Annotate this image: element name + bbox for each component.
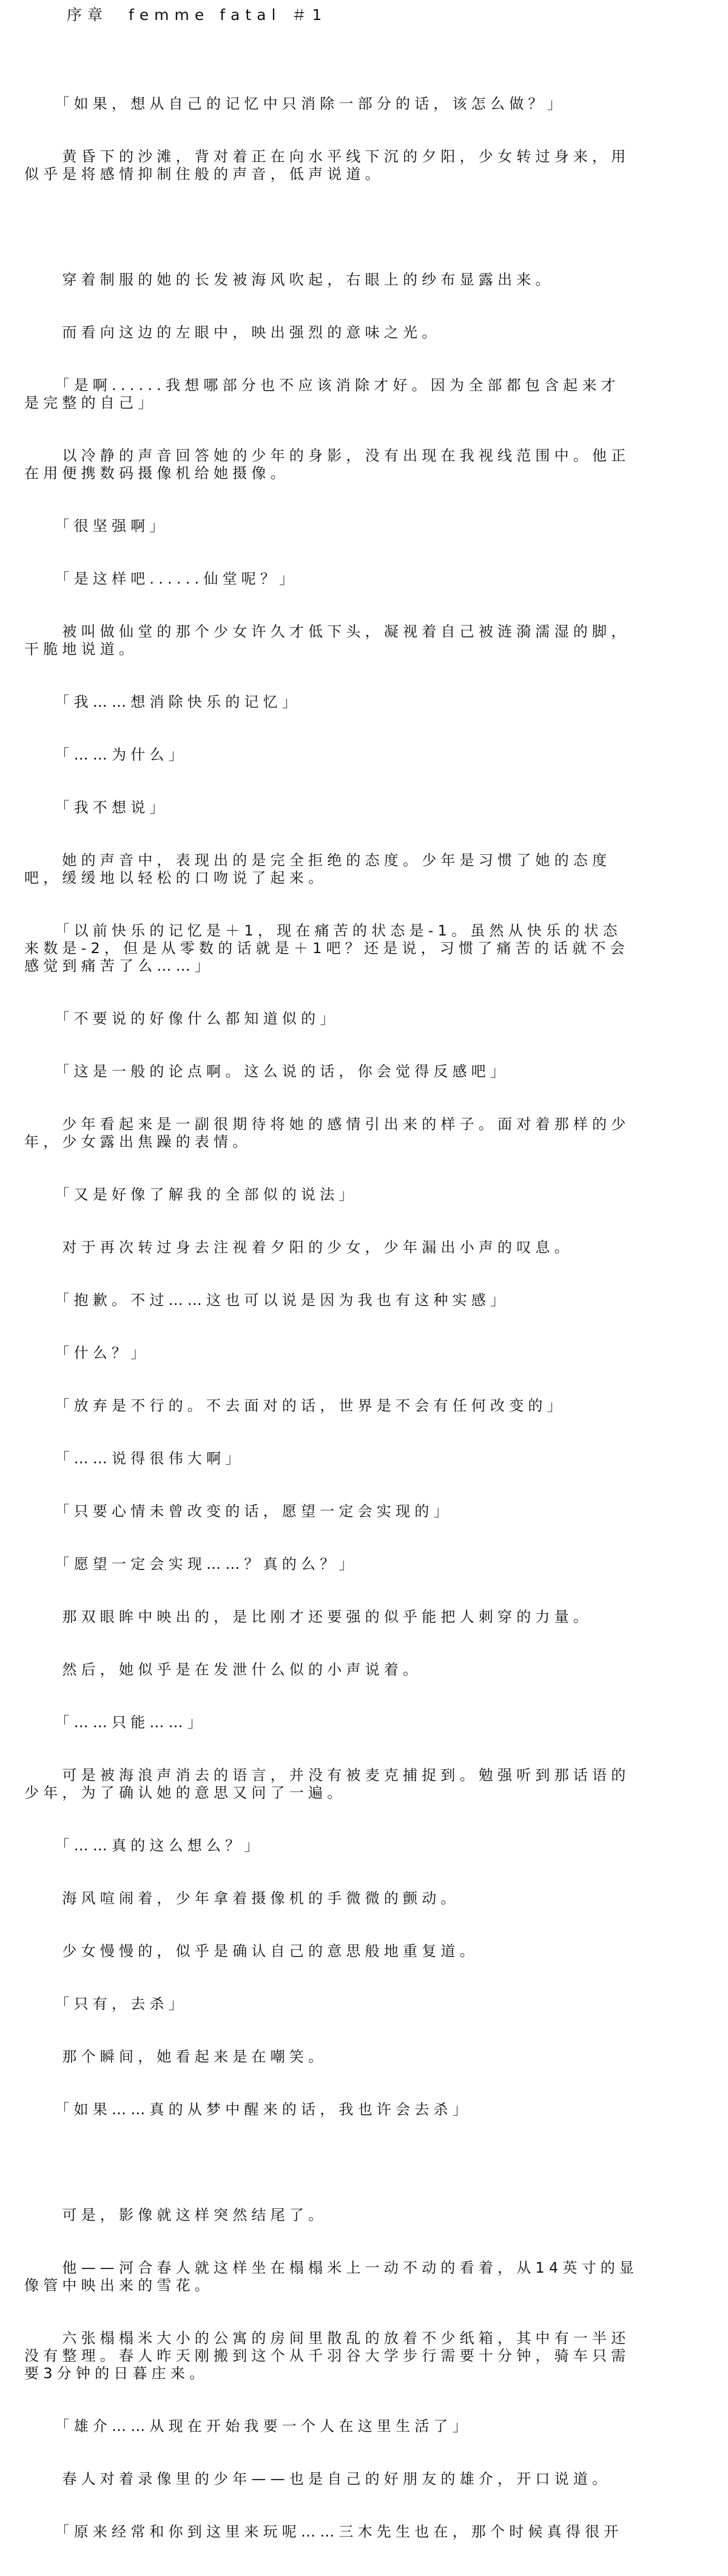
- paragraph: 「我不想说」: [24, 799, 169, 816]
- blank-line: [24, 2154, 704, 2171]
- paragraph: 「……只能……」: [24, 1714, 206, 1731]
- paragraph: 「什么？」: [24, 1344, 150, 1361]
- paragraph: 海风喧闹着，少年拿着摄像机的手微微的颤动。: [24, 1890, 460, 1907]
- paragraph: 「……说得很伟大啊」: [24, 1450, 244, 1467]
- paragraph: 以冷静的声音回答她的少年的身影，没有出现在我视线范围中。他正 在用便携数码摄像机给她摄像。: [24, 447, 630, 482]
- paragraph: 「只要心情未曾改变的话，愿望一定会实现的」: [24, 1503, 453, 1520]
- paragraph: 「如果……真的从梦中醒来的话，我也许会去杀」: [24, 2101, 471, 2118]
- paragraph: 对于再次转过身去注视着夕阳的少女，少年漏出小声的叹息。: [24, 1239, 573, 1256]
- paragraph: 黄昏下的沙滩，背对着正在向水平线下沉的夕阳，少女转过身来，用 似乎是将感情抑制住般的声音，低声说道。: [24, 148, 630, 183]
- paragraph: 可是被海浪声消去的语言，并没有被麦克捕捉到。勉强听到那话语的 少年，为了确认她的意思又问了一遍。: [24, 1767, 630, 1801]
- paragraph: 「只有，去杀」: [24, 1995, 187, 2012]
- chapter-title: 序章 femme fatal ＃1: [67, 6, 328, 24]
- paragraph: 「愿望一定会实现……？真的么？」: [24, 1556, 358, 1573]
- blank-line: [24, 218, 704, 236]
- paragraph: 可是，影像就这样突然结尾了。: [24, 2207, 328, 2224]
- paragraph: 「不要说的好像什么都知道似的」: [24, 1010, 339, 1027]
- paragraph: 「放弃是不行的。不去面对的话，世界是不会有任何改变的」: [24, 1397, 566, 1414]
- paragraph: 穿着制服的她的长发被海风吹起，右眼上的纱布显露出来。: [24, 271, 554, 288]
- paragraph: 「以前快乐的记忆是＋1，现在痛苦的状态是-1。虽然从快乐的状态 来数是-2，但是从零数的话就是＋1吧？还是说，习惯了痛苦的话就不会 感觉到痛苦了么……」: [24, 922, 629, 974]
- paragraph: 「如果，想从自己的记忆中只消除一部分的话，该怎么做？」: [24, 95, 566, 112]
- paragraph: 那个瞬间，她看起来是在嘲笑。: [24, 2048, 328, 2065]
- paragraph: 「……真的这么想么？」: [24, 1837, 263, 1854]
- paragraph: 「抱歉。不过……这也可以说是因为我也有这种实感」: [24, 1292, 510, 1309]
- paragraph: 「……为什么」: [24, 746, 187, 763]
- paragraph: 少年看起来是一副很期待将她的感情引出来的样子。面对着那样的少 年，少女露出焦躁的表情。: [24, 1116, 630, 1150]
- paragraph: 「这是一般的论点啊。这么说的话，你会觉得反感吧」: [24, 1063, 510, 1080]
- paragraph: 被叫做仙堂的那个少女许久才低下头，凝视着自己被涟漪濡湿的脚， 干脆地说道。: [24, 623, 630, 658]
- paragraph: 春人对着录像里的少年——也是自己的好朋友的雄介，开口说道。: [24, 2470, 612, 2487]
- paragraph: 少女慢慢的，似乎是确认自己的意思般地重复道。: [24, 1943, 479, 1960]
- paragraph: 而看向这边的左眼中，映出强烈的意味之光。: [24, 324, 441, 341]
- paragraph: 她的声音中，表现出的是完全拒绝的态度。少年是习惯了她的态度 吧，缓缓地以轻松的口吻说了起来。: [24, 852, 612, 886]
- paragraph: 他——河合春人就这样坐在榻榻米上一动不动的看着，从14英寸的显 像管中映出来的雪花。: [24, 2259, 639, 2294]
- paragraph: 「是啊......我想哪部分也不应该消除才好。因为全部都包含起来才 是完整的自己」: [24, 377, 620, 411]
- paragraph: 然后，她似乎是在发泄什么似的小声说着。: [24, 1661, 422, 1678]
- paragraph: 「雄介……从现在开始我要一个人在这里生活了」: [24, 2418, 471, 2435]
- document-body: [24, 60, 704, 2576]
- paragraph: 「是这样吧......仙堂呢？」: [24, 570, 298, 587]
- paragraph: 「原来经常和你到这里来玩呢……三木先生也在，那个时候真得很开: [24, 2523, 623, 2540]
- paragraph: 六张榻榻米大小的公寓的房间里散乱的放着不少纸箱，其中有一半还 没有整理。春人昨天刚搬到这个从千羽谷大学步行需要十分钟，骑车只需 要3分钟的日暮庄来。: [24, 2330, 630, 2382]
- paragraph: 「又是好像了解我的全部似的说法」: [24, 1186, 358, 1203]
- paragraph: 「很坚强啊」: [24, 518, 169, 534]
- paragraph: 「我……想消除快乐的记忆」: [24, 693, 301, 710]
- paragraph: 那双眼眸中映出的，是比刚才还要强的似乎能把人刺穿的力量。: [24, 1608, 592, 1625]
